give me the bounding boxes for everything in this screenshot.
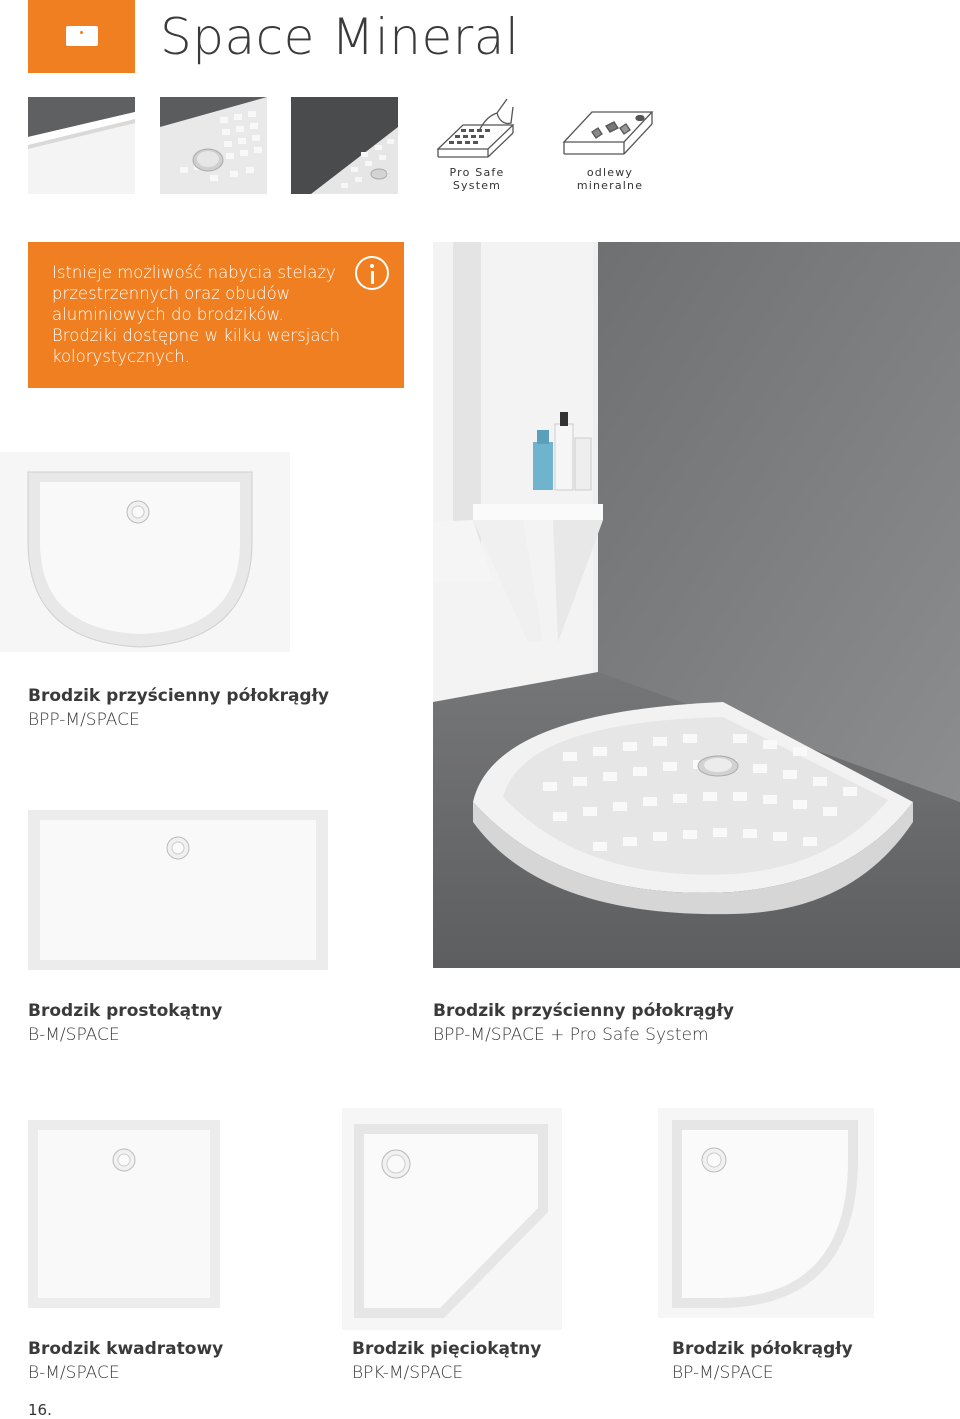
- product-code-6: BP-M/SPACE: [672, 1363, 774, 1383]
- product-title-5: Brodzik pięciokątny: [352, 1339, 542, 1359]
- product-image-bp: [658, 1108, 874, 1318]
- product-title-4: Brodzik kwadratowy: [28, 1339, 224, 1359]
- product-code-3: BPP-M/SPACE + Pro Safe System: [433, 1025, 709, 1045]
- info-box: [28, 242, 404, 388]
- product-title-6: Brodzik półokrągły: [672, 1339, 853, 1359]
- product-code-1: BPP-M/SPACE: [28, 710, 140, 730]
- detail-photo-pattern: [291, 97, 398, 194]
- mineral-cast-icon: [562, 108, 654, 160]
- product-image-bpk: [342, 1108, 562, 1330]
- detail-photo-edge: [28, 97, 135, 194]
- product-code-5: BPK-M/SPACE: [352, 1363, 464, 1383]
- detail-photo-drain: [160, 97, 267, 194]
- product-code-4: B-M/SPACE: [28, 1363, 120, 1383]
- page-title: Space Mineral: [160, 8, 520, 66]
- product-image-b-square: [28, 1120, 220, 1308]
- feature-label-mineral: odlewy mineralne: [576, 166, 644, 192]
- brand-logo: [28, 0, 135, 73]
- feature-label-pro-safe: Pro Safe System: [449, 166, 505, 192]
- product-image-bpp: [0, 452, 290, 652]
- tray-logo-icon: [66, 26, 98, 46]
- pro-safe-system-icon: [435, 97, 517, 163]
- product-image-b-rect: [28, 810, 328, 970]
- product-title-3: Brodzik przyścienny półokrągły: [433, 1001, 734, 1021]
- shower-tray-scene-photo: [433, 242, 960, 968]
- info-text: Istnieje możliwość nabycia stelaży przestrzennych oraz obudów aluminiowych do brodzików. Brodziki dostępne w kilku wersjach kolorystycznych.: [52, 263, 341, 366]
- info-icon: [355, 256, 389, 290]
- page-number: 16.: [28, 1401, 52, 1419]
- product-title-2: Brodzik prostokątny: [28, 1001, 223, 1021]
- product-title-1: Brodzik przyścienny półokrągły: [28, 686, 329, 706]
- product-code-2: B-M/SPACE: [28, 1025, 120, 1045]
